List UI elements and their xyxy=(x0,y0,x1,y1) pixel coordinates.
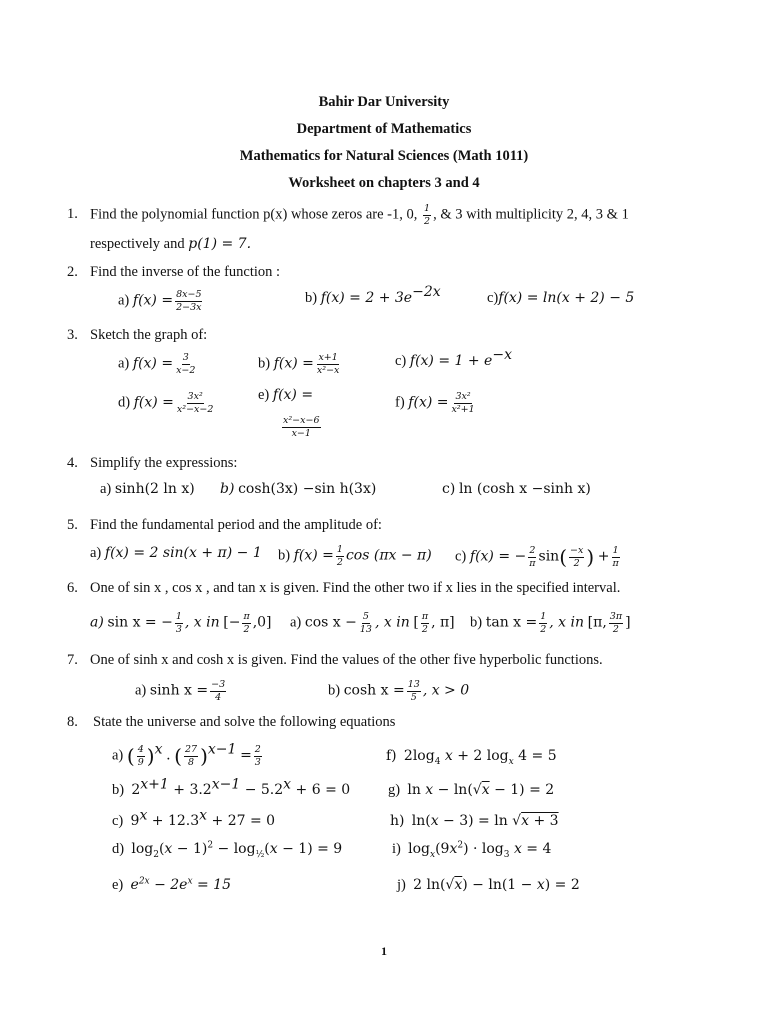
q4-b: b) cosh(3x) −sin h(3x) xyxy=(220,481,377,497)
q3-text: Sketch the graph of: xyxy=(90,327,208,343)
q8-a: a) ( $\frac{4}{9}$ )$^x$ . ( $\frac{27}{8}$ )$^{x-1}$ = $\frac{2}{3}$ xyxy=(112,741,261,768)
q5-text: Find the fundamental period and the amplitude of: xyxy=(90,517,382,533)
course-title: Mathematics for Natural Sciences (Math 1011) xyxy=(239,148,529,164)
university-name: Bahir Dar University xyxy=(318,94,450,110)
q6-a-interval-fraction: $\frac{\pi}{2}$ xyxy=(243,611,250,635)
q3-f-fraction: $\frac{\text{3x²}}{\text{x²+1}}$ xyxy=(451,391,475,415)
q2-b: b) $f(x) = 2 + 3e^{-2x}$ xyxy=(305,284,441,306)
q5-c-fraction-1: $\frac{2}{\pi}$ xyxy=(529,545,536,569)
q6-b: a) cos x − $\frac{5}{13}$ , x in [ $\frac{\pi}{2}$ , π] xyxy=(290,611,455,635)
q3-b-fraction: $\frac{x+1}{\text{x²−x}}$ xyxy=(316,352,340,376)
q3-c: c) $f(x) = 1 + e^{-x}$ xyxy=(395,347,512,369)
q8-c: c) $9^x + 12.3^x + 27 = 0$ xyxy=(112,807,276,829)
q2-a: a) f(x) = $\frac{8x-5}{2-3x}$ xyxy=(118,289,202,313)
q4-text: Simplify the expressions: xyxy=(90,455,238,471)
q2-c: c)f(x) = ln(x + 2) − 5 xyxy=(487,290,635,306)
q1-text-tail: , & 3 with multiplicity 2, 4, 3 & 1 xyxy=(433,206,629,223)
worksheet-title: Worksheet on chapters 3 and 4 xyxy=(288,175,480,191)
q1-text: Find the polynomial function p(x) whose zeros are -1, 0, xyxy=(90,206,422,223)
q8-i: i) $\log_x(9x^2) \cdot \log_3 x = 4$ xyxy=(392,840,552,860)
q8-e: e) $e^{2x} - 2e^x = 15$ xyxy=(112,876,231,893)
q6-a: a) sin x = − $\frac{1}{3}$ , x in [− $\frac{\pi}{2}$ ,0] xyxy=(90,611,272,635)
q7-b: b) cosh x = $\frac{13}{5}$ , x > 0 xyxy=(328,679,470,703)
q6-c-interval-fraction: $\frac{3\pi}{2}$ xyxy=(609,611,623,635)
q8-number: 8. xyxy=(67,714,78,730)
q6-b-interval-fraction: $\frac{\pi}{2}$ xyxy=(421,611,429,635)
q6-a-fraction: $\frac{1}{3}$ xyxy=(175,611,182,635)
q1-number: 1. xyxy=(67,206,78,222)
q6-b-fraction: $\frac{5}{13}$ xyxy=(359,611,372,635)
department-name: Department of Mathematics xyxy=(296,121,472,137)
q8-text: State the universe and solve the following equations xyxy=(93,714,396,730)
q7-a: a) sinh x = $\frac{-3}{4}$ xyxy=(135,679,226,703)
q3-d: d) f(x) = $\frac{\text{3x²}}{\text{x²−x−2}}$ xyxy=(118,391,214,415)
q4-number: 4. xyxy=(67,455,78,471)
q8-f: f) $2\log_4$ x + 2 $\log_x 4 = 5$ xyxy=(386,748,557,767)
q8-g: g) ln x − ln(√x − 1) = 2 xyxy=(388,782,555,798)
q5-c-fraction-3: $\frac{1}{\pi}$ xyxy=(612,545,619,569)
q3-number: 3. xyxy=(67,327,78,343)
q6-c: b) tan x = $\frac{1}{2}$ , x in [π, $\frac{3\pi}{2}$ ] xyxy=(470,611,631,635)
q5-b-fraction: $\frac{1}{2}$ xyxy=(336,544,343,568)
q7-b-fraction: $\frac{13}{5}$ xyxy=(407,679,420,703)
q4-c: c) ln (cosh x −sinh x) xyxy=(442,481,591,497)
q3-a: a) f(x) = $\frac{3}{x-2}$ xyxy=(118,352,196,376)
q1-line1 xyxy=(90,204,629,226)
q5-c: c) f(x) = − $\frac{2}{\pi}$ sin( $\frac{-x}{2}$ ) + $\frac{1}{\pi}$ xyxy=(455,545,619,569)
q3-e-fraction: $\frac{\text{x²−x−6}}{x-1}$ xyxy=(283,415,320,439)
q8-d: d) $\log_2(x - 1)^2 - \log_{\frac{1}{2}}(x - 1) = 9$ xyxy=(112,840,343,860)
q8-h: h) ln(x − 3) = ln √x + 3 xyxy=(390,813,559,829)
q3-b: b) f(x) = $\frac{x+1}{\text{x²−x}}$ xyxy=(258,352,340,376)
q6-text: One of sin x , cos x , and tan x is given. Find the other two if x lies in the specified interval. xyxy=(90,580,621,596)
q7-number: 7. xyxy=(67,652,78,668)
q7-text: One of sinh x and cosh x is given. Find the values of the other five hyperbolic functions. xyxy=(90,652,603,668)
q2-number: 2. xyxy=(67,264,78,280)
q1-line2-math: p(1) = 7. xyxy=(188,236,252,252)
q7-a-fraction: $\frac{-3}{4}$ xyxy=(211,679,226,703)
q6-number: 6. xyxy=(67,580,78,596)
q2-a-fraction: $\frac{8x-5}{2-3x}$ xyxy=(176,289,202,313)
q3-f: f) f(x) = $\frac{\text{3x²}}{\text{x²+1}}$ xyxy=(395,391,475,415)
q5-c-fraction-2: $\frac{-x}{2}$ xyxy=(570,545,584,569)
q1-line2 xyxy=(90,236,251,253)
q5-b: b) f(x) = $\frac{1}{2}$ cos (πx − π) xyxy=(278,544,432,568)
q3-e: e) f(x) = xyxy=(258,387,314,403)
q2-text: Find the inverse of the function : xyxy=(90,264,281,280)
q1-line2-text: respectively and xyxy=(90,236,189,252)
q3-a-fraction: $\frac{3}{x-2}$ xyxy=(176,352,196,376)
q3-d-fraction: $\frac{\text{3x²}}{\text{x²−x−2}}$ xyxy=(176,391,214,415)
q8-j: j) 2 ln(√x) − ln(1 − x) = 2 xyxy=(397,877,580,893)
q4-a: a) sinh(2 ln x) xyxy=(100,481,195,497)
q5-a: a) f(x) = 2 sin(x + π) − 1 xyxy=(90,545,262,561)
page-number: 1 xyxy=(381,944,387,958)
q8-b: b) $2^{x+1} + 3.2^{x-1} - 5.2^x + 6 = 0$ xyxy=(112,776,351,798)
q1-half-fraction: $\frac{1}{2}$ xyxy=(424,203,431,227)
q6-c-fraction: $\frac{1}{2}$ xyxy=(540,611,547,635)
q5-number: 5. xyxy=(67,517,78,533)
